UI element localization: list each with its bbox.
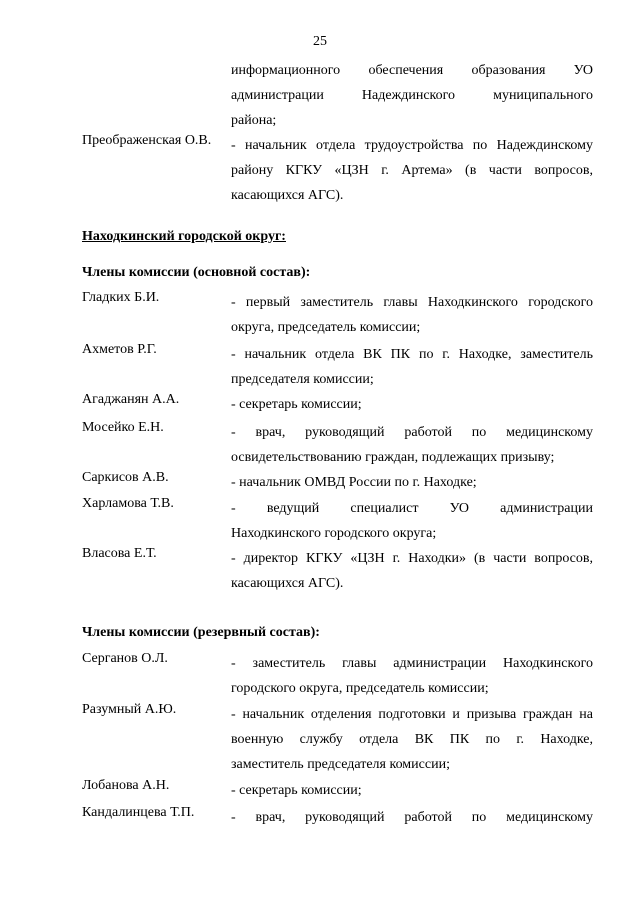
member-role	[231, 651, 593, 701]
role-line: - первый заместитель главы Находкинского городского	[231, 295, 593, 310]
member-role	[231, 496, 593, 546]
member-role	[231, 290, 593, 340]
role-line: Находкинского городского округа;	[231, 526, 437, 541]
member-role	[231, 702, 593, 777]
member-name: Гладких Б.И.	[82, 290, 160, 305]
member-role	[231, 420, 593, 470]
role-line: - заместитель главы администрации Находкинского	[231, 656, 593, 671]
page-number: 25	[313, 34, 327, 49]
role-line: району КГКУ «ЦЗН г. Артема» (в части вопросов,	[231, 163, 593, 178]
continuation-line: администрации Надеждинского муниципального	[231, 88, 593, 103]
member-role	[231, 392, 593, 417]
role-line: - секретарь комиссии;	[231, 397, 362, 412]
member-name: Ахметов Р.Г.	[82, 342, 157, 357]
role-line: - начальник ОМВД России по г. Находке;	[231, 475, 477, 490]
continuation-line: района;	[231, 113, 277, 128]
member-name: Агаджанян А.А.	[82, 392, 180, 407]
continuation-text	[231, 58, 593, 133]
continuation-line: информационного обеспечения образования УО	[231, 63, 593, 78]
main-composition-heading: Члены комиссии (основной состав):	[82, 265, 311, 280]
role-line: освидетельствованию граждан, подлежащих призыву;	[231, 450, 555, 465]
member-name: Лобанова А.Н.	[82, 778, 170, 793]
role-line: городского округа, председатель комиссии;	[231, 681, 489, 696]
member-role	[231, 546, 593, 596]
member-name: Мосейко Е.Н.	[82, 420, 164, 435]
member-role	[231, 342, 593, 392]
member-role	[231, 778, 593, 803]
role-line: - начальник отдела трудоустройства по Надеждинскому	[231, 138, 593, 153]
member-name: Серганов О.Л.	[82, 651, 168, 666]
member-name: Преображенская О.В.	[82, 133, 212, 148]
district-heading: Находкинский городской округ:	[82, 229, 286, 244]
role-line: председателя комиссии;	[231, 372, 374, 387]
role-line: округа, председатель комиссии;	[231, 320, 421, 335]
role-line: - врач, руководящий работой по медицинскому	[231, 425, 593, 440]
member-name: Власова Е.Т.	[82, 546, 157, 561]
member-name: Разумный А.Ю.	[82, 702, 177, 717]
member-name: Саркисов А.В.	[82, 470, 169, 485]
reserve-composition-heading: Члены комиссии (резервный состав):	[82, 625, 320, 640]
role-line: - начальник отдела ВК ПК по г. Находке, заместитель	[231, 347, 593, 362]
member-role	[231, 805, 593, 830]
role-line: военную службу отдела ВК ПК по г. Находке,	[231, 732, 593, 747]
role-line: - директор КГКУ «ЦЗН г. Находки» (в части вопросов,	[231, 551, 593, 566]
role-line: касающихся АГС).	[231, 188, 344, 203]
role-line: заместитель председателя комиссии;	[231, 757, 450, 772]
member-role	[231, 470, 593, 495]
role-line: касающихся АГС).	[231, 576, 344, 591]
role-line: - начальник отделения подготовки и призыва граждан на	[231, 707, 593, 722]
member-name: Харламова Т.В.	[82, 496, 174, 511]
role-line: - секретарь комиссии;	[231, 783, 362, 798]
member-name: Кандалинцева Т.П.	[82, 805, 195, 820]
role-line: - ведущий специалист УО администрации	[231, 501, 593, 516]
role-line: - врач, руководящий работой по медицинскому	[231, 810, 593, 825]
member-role	[231, 133, 593, 208]
